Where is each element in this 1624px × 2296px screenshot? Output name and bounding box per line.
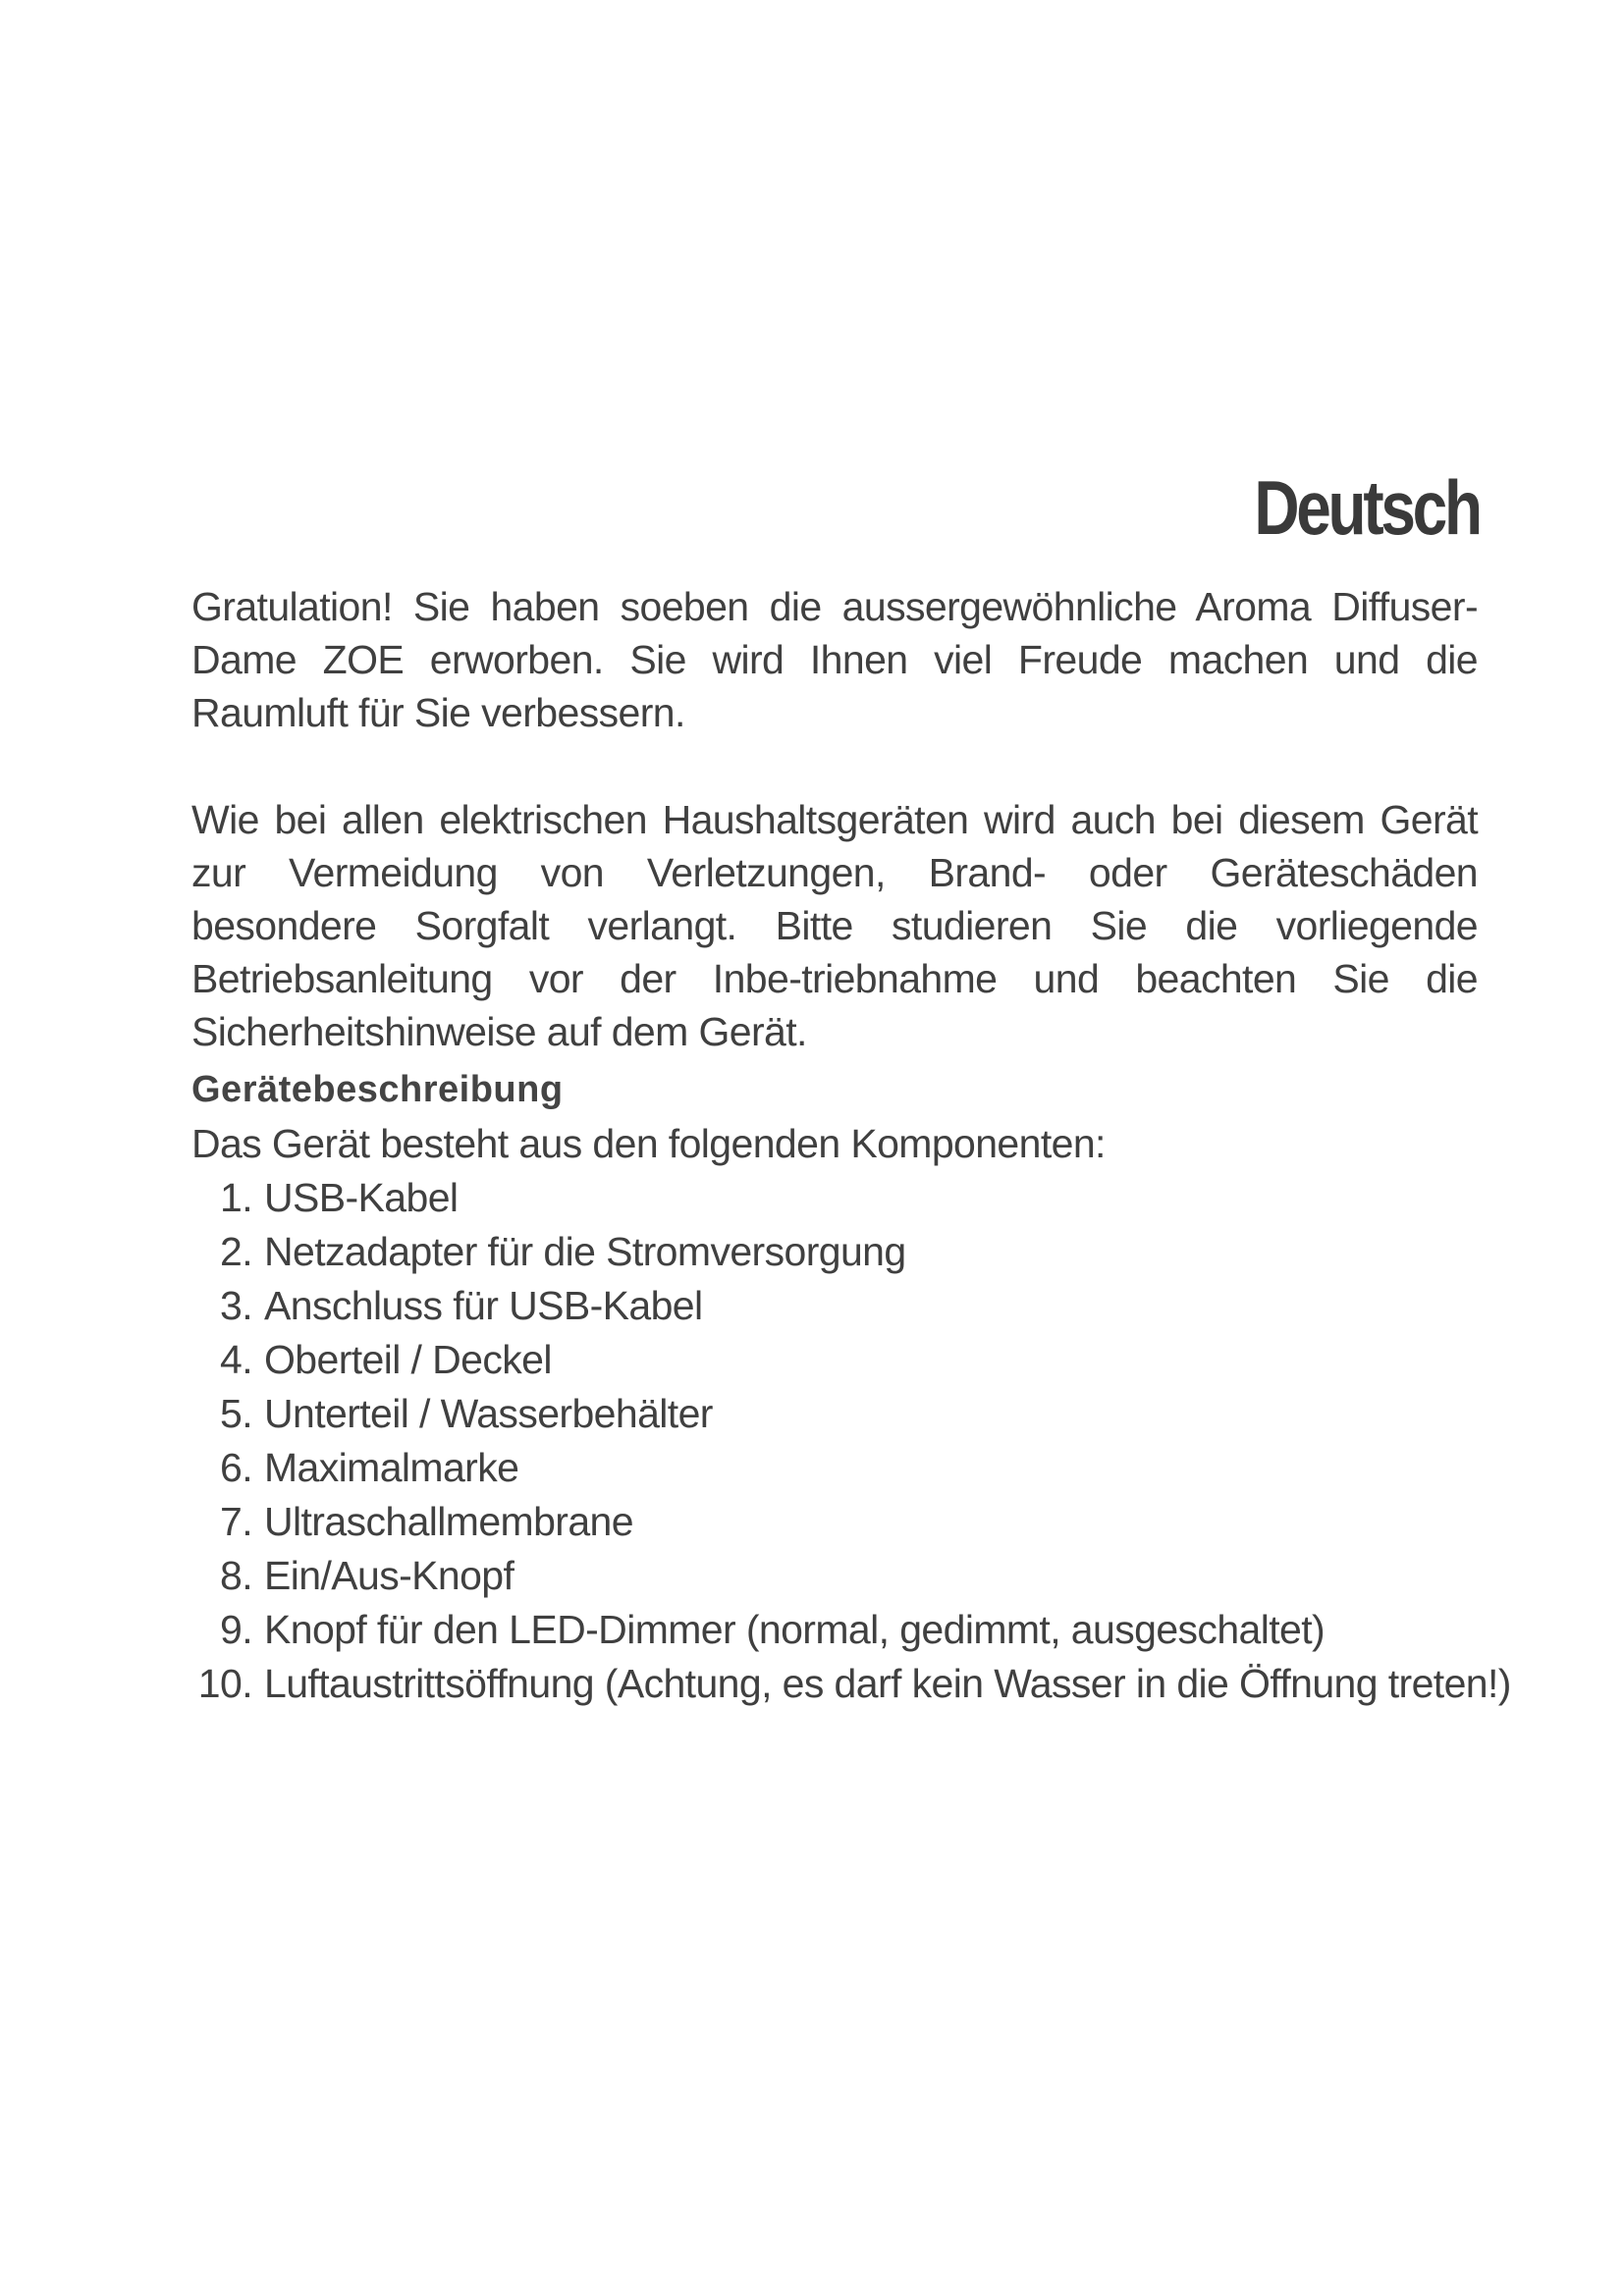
list-item-number: 8. — [220, 1553, 252, 1598]
language-title: Deutsch — [1254, 464, 1480, 551]
list-item-number: 6. — [220, 1445, 252, 1490]
list-item — [191, 1333, 1488, 1387]
section-lead: Das Gerät besteht aus den folgenden Komponenten: — [191, 1121, 1106, 1166]
list-item — [191, 1657, 1511, 1711]
list-item-number: 2. — [220, 1229, 252, 1274]
list-item — [191, 1441, 1488, 1495]
list-item-text: Maximalmarke — [264, 1445, 519, 1490]
list-item-text: Anschluss für USB-Kabel — [264, 1283, 703, 1328]
list-item — [191, 1603, 1488, 1657]
list-item-text: Unterteil / Wasserbehälter — [264, 1391, 713, 1436]
list-item — [191, 1549, 1488, 1603]
list-item-text: Knopf für den LED-Dimmer (normal, gedimmt, ausgeschaltet) — [264, 1607, 1326, 1652]
components-list — [191, 1171, 1511, 1711]
list-item-number: 5. — [220, 1391, 252, 1436]
section-heading: Gerätebeschreibung — [191, 1069, 564, 1110]
list-item — [191, 1171, 1488, 1225]
list-item-number: 7. — [220, 1499, 252, 1544]
list-item — [191, 1387, 1488, 1441]
list-item-text: Ultraschallmembrane — [264, 1499, 633, 1544]
list-item-text: Netzadapter für die Stromversorgung — [264, 1229, 906, 1274]
list-item-number: 10. — [197, 1661, 252, 1706]
intro-paragraph: Gratulation! Sie haben soeben die aussergewöhnliche Aroma Diffuser-Dame ZOE erworben. Sie wird Ihnen viel Freude machen und die Raumluft für Sie verbessern. — [191, 584, 1478, 735]
safety-paragraph: Wie bei allen elektrischen Haushaltsgeräten wird auch bei diesem Gerät zur Vermeidung von Verletzungen, Brand- oder Geräteschäden besondere Sorgfalt verlangt. Bitte studieren Sie die vorliegende Betriebsanleitung vor der Inbe-triebnahme und beachten Sie die Sicherheitshinweise auf dem Gerät. — [191, 797, 1478, 1054]
list-item — [191, 1495, 1488, 1549]
list-item-text: USB-Kabel — [264, 1175, 459, 1220]
list-item-text: Luftaustrittsöffnung (Achtung, es darf kein Wasser in die Öffnung treten!) — [264, 1661, 1511, 1706]
list-item-number: 3. — [220, 1283, 252, 1328]
list-item-number: 1. — [220, 1175, 252, 1220]
list-item-text: Ein/Aus-Knopf — [264, 1553, 514, 1598]
list-item — [191, 1225, 1488, 1279]
list-item-number: 9. — [220, 1607, 252, 1652]
list-item-number: 4. — [220, 1337, 252, 1382]
list-item — [191, 1279, 1488, 1333]
list-item-text: Oberteil / Deckel — [264, 1337, 552, 1382]
